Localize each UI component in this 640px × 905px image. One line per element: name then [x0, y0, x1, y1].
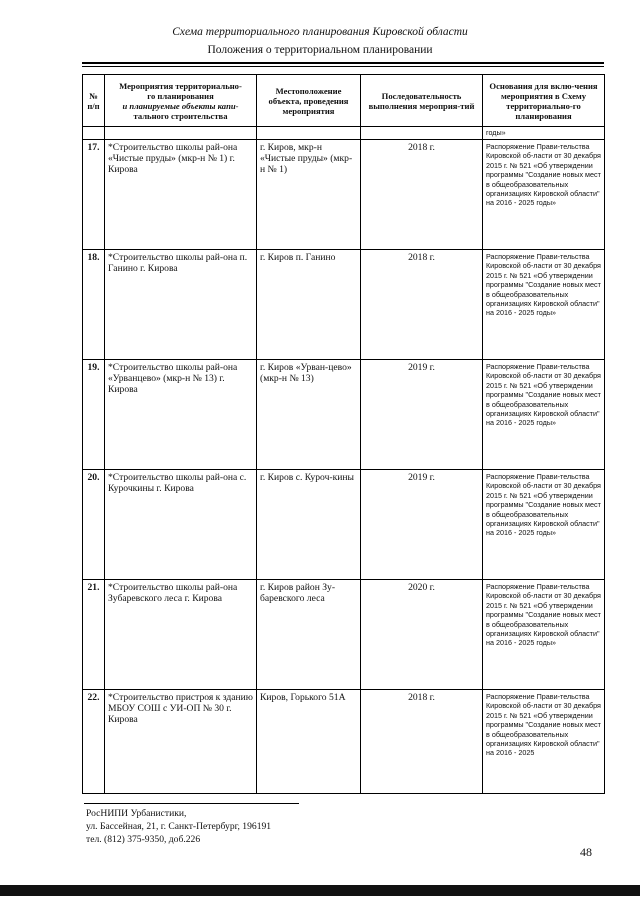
header-location: Местоположение объекта, проведения мероприятия	[257, 75, 361, 127]
row-location: г. Киров п. Ганино	[257, 250, 361, 360]
row-basis: Распоряжение Прави-тельства Кировской об-ласти от 30 декабря 2015 г. № 521 «Об утверждении программы "Создание новых мест в общеобразовательных организациях Кировской области" на 2016 - 2025 годы»	[483, 360, 605, 470]
table-header-row	[83, 75, 605, 127]
header-num-line1: №	[89, 90, 98, 101]
header-measure-line4: тального строительства	[133, 110, 228, 121]
row-number: 20.	[83, 470, 105, 580]
carry-over-row	[83, 127, 605, 140]
row-year: 2019 г.	[361, 470, 483, 580]
footer-org: РосНИПИ Урбанистики,	[86, 808, 187, 819]
row-measure: *Строительство школы рай-она Зубаревского леса г. Кирова	[105, 580, 257, 690]
row-year: 2018 г.	[361, 140, 483, 250]
table-row	[83, 360, 605, 470]
row-measure: *Строительство школы рай-она п. Ганино г. Кирова	[105, 250, 257, 360]
header-sequence: Последовательность выполнения мероприя-тий	[361, 75, 483, 127]
header-measure	[105, 75, 257, 127]
table-row	[83, 470, 605, 580]
header-basis: Основания для вклю-чения мероприятия в Схему территориально-го планирования	[483, 75, 605, 127]
row-number: 22.	[83, 690, 105, 794]
row-measure: *Строительство пристроя к зданию МБОУ СОШ с УИ-ОП № 30 г. Кирова	[105, 690, 257, 794]
header-measure-line2: го планирования	[147, 90, 214, 101]
header-measure-line3: и планируемые объекты капи-	[122, 100, 239, 111]
table-row	[83, 140, 605, 250]
header-measure-line1: Мероприятия территориально-	[119, 80, 242, 91]
table-row	[83, 690, 605, 794]
row-location: г. Киров район Зу-баревского леса	[257, 580, 361, 690]
row-basis: Распоряжение Прави-тельства Кировской об-ласти от 30 декабря 2015 г. № 521 «Об утверждении программы "Создание новых мест в общеобразовательных организациях Кировской области" на 2016 - 2025 годы»	[483, 470, 605, 580]
footer-block	[86, 808, 271, 846]
document-title: Схема территориального планирования Кировской области	[172, 26, 468, 38]
header-num	[83, 75, 105, 127]
row-measure: *Строительство школы рай-она «Урванцево» (мкр-н № 13) г. Кирова	[105, 360, 257, 470]
row-year: 2018 г.	[361, 690, 483, 794]
scan-bottom-bar	[0, 885, 640, 896]
row-location: г. Киров, мкр-н «Чистые пруды» (мкр-н № 1)	[257, 140, 361, 250]
row-year: 2019 г.	[361, 360, 483, 470]
measures-table	[82, 74, 605, 794]
row-basis: Распоряжение Прави-тельства Кировской об-ласти от 30 декабря 2015 г. № 521 «Об утверждении программы "Создание новых мест в общеобразовательных организациях Кировской области" на 2016 - 2025 годы»	[483, 250, 605, 360]
table-row	[83, 580, 605, 690]
row-year: 2020 г.	[361, 580, 483, 690]
row-location: г. Киров с. Куроч-кины	[257, 470, 361, 580]
footer-phone: тел. (812) 375-9350, доб.226	[86, 833, 201, 845]
table-row	[83, 250, 605, 360]
row-location: г. Киров «Урван-цево» (мкр-н № 13)	[257, 360, 361, 470]
row-basis: Распоряжение Прави-тельства Кировской об-ласти от 30 декабря 2015 г. № 521 «Об утверждении программы "Создание новых мест в общеобразовательных организациях Кировской области" на 2016 - 2025 годы»	[483, 580, 605, 690]
header-num-line2: п/п	[87, 100, 100, 111]
page-number: 48	[580, 845, 592, 859]
row-measure: *Строительство школы рай-она «Чистые пруды» (мкр-н № 1) г. Кирова	[105, 140, 257, 250]
carry-over-text: годы»	[483, 127, 605, 140]
row-number: 19.	[83, 360, 105, 470]
row-basis: Распоряжение Прави-тельства Кировской об-ласти от 30 декабря 2015 г. № 521 «Об утверждении программы "Создание новых мест в общеобразовательных организациях Кировской области" на 2016 - 2025 годы»	[483, 140, 605, 250]
header-rule-thick	[82, 62, 604, 64]
row-year: 2018 г.	[361, 250, 483, 360]
row-location: Киров, Горького 51А	[257, 690, 361, 794]
row-number: 17.	[83, 140, 105, 250]
row-number: 18.	[83, 250, 105, 360]
header-rule-thin	[82, 66, 604, 67]
footer-rule	[84, 803, 299, 804]
row-number: 21.	[83, 580, 105, 690]
row-basis: Распоряжение Прави-тельства Кировской об-ласти от 30 декабря 2015 г. № 521 «Об утверждении программы "Создание новых мест в общеобразовательных организациях Кировской области" на 2016 - 2025	[483, 690, 605, 794]
footer-address: ул. Бассейная, 21, г. Санкт-Петербург, 196191	[86, 820, 272, 832]
row-measure: *Строительство школы рай-она с. Курочкины г. Кирова	[105, 470, 257, 580]
document-subtitle: Положения о территориальном планировании	[207, 44, 433, 56]
